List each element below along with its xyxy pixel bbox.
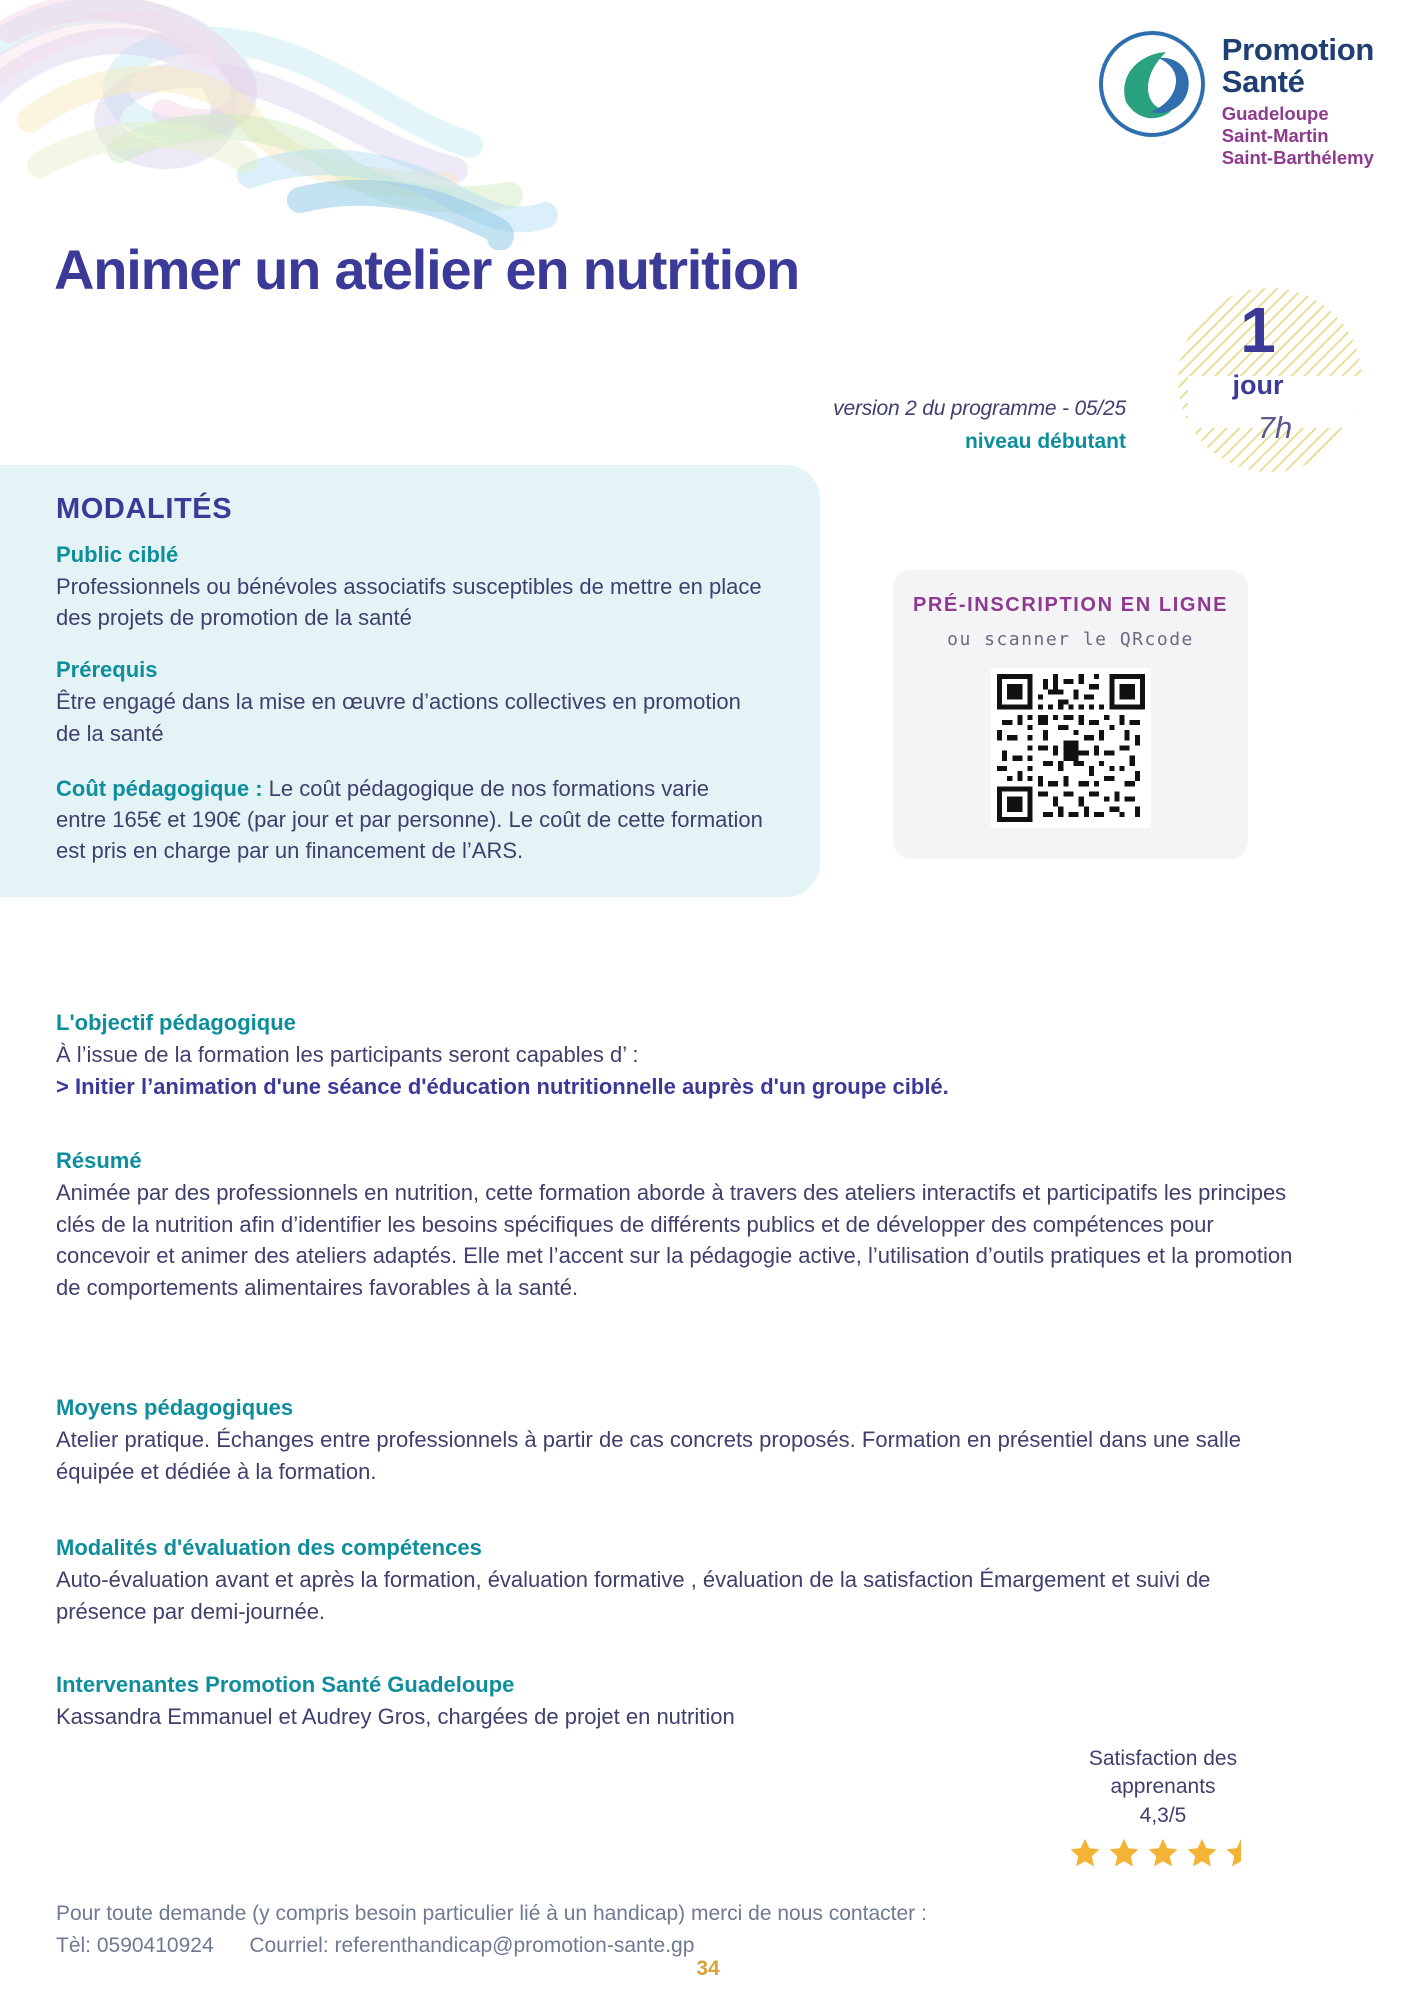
footer-email[interactable]: Courriel: referenthandicap@promotion-sante.gp <box>249 1933 695 1957</box>
evaluation-section <box>56 1535 1296 1627</box>
logo-title-line2: Santé <box>1221 63 1305 99</box>
decorative-ribbon-graphic <box>0 0 760 250</box>
logo-title-line1: Promotion <box>1221 32 1374 67</box>
duration-hours: 7h <box>1257 410 1293 445</box>
moyens-heading: Moyens pédagogiques <box>56 1395 294 1420</box>
public-cible-heading: Public ciblé <box>56 542 179 567</box>
duration-number: 1 <box>1240 294 1276 366</box>
logo-sub-line3: Saint-Barthélemy <box>1221 146 1374 168</box>
pre-inscription-title: PRÉ-INSCRIPTION EN LIGNE <box>912 594 1229 616</box>
resume-text: Animée par des professionnels en nutrition, cette formation aborde à travers des ateliers interactifs et participatifs les principes clés de la nutrition afin d’identifier les besoins spécifiques de différents publics et de développer des compétences pour concevoir et animer des ateliers adaptés. Elle met l’accent sur la pédagogie active, l’utilisation d’outils pratiques et la promotion de comportements alimentaires favorables à la santé. <box>56 1180 1293 1301</box>
footer-contact-line: Pour toute demande (y compris besoin particulier lié à un handicap) merci de nous contacter : <box>56 1902 927 1925</box>
duration-unit: jour <box>1232 370 1284 400</box>
cout-pedagogique-text: Le coût pédagogique de nos formations varie entre 165€ et 190€ (par jour et par personne). Le coût de cette formation est pris en charge par un financement de l’ARS. <box>56 775 763 864</box>
cout-pedagogique-block <box>56 773 764 867</box>
moyens-text: Atelier pratique. Échanges entre professionnels à partir de cas concrets proposés. Formation en présentiel dans une salle équipée et dédiée à la formation. <box>56 1427 1242 1484</box>
version-block <box>833 397 1126 454</box>
objectif-heading: L'objectif pédagogique <box>56 1010 296 1035</box>
intervenantes-section <box>56 1672 1296 1733</box>
star-icon <box>1068 1836 1102 1870</box>
spacer <box>56 633 764 657</box>
footer-phone[interactable]: Tèl: 0590410924 <box>56 1933 214 1957</box>
objectif-section <box>56 1010 1296 1102</box>
star-icon <box>1185 1836 1219 1870</box>
logo-sub-line2: Saint-Martin <box>1221 124 1329 146</box>
public-cible-text: Professionnels ou bénévoles associatifs susceptibles de mettre en place des projets de promotion de la santé <box>56 574 762 631</box>
resume-heading: Résumé <box>56 1148 142 1173</box>
modalites-panel <box>0 465 820 897</box>
page-number: 34 <box>696 1957 720 1980</box>
promotion-sante-logo-icon <box>1096 28 1208 140</box>
pre-inscription-card[interactable] <box>893 570 1248 859</box>
modalites-heading: MODALITÉS <box>56 493 233 525</box>
duration-badge <box>1170 280 1380 490</box>
star-icon <box>1107 1836 1141 1870</box>
satisfaction-score: 4,3/5 <box>1139 1803 1187 1827</box>
objectif-bullet: > Initier l’animation d'une séance d'éducation nutritionnelle auprès d'un groupe ciblé. <box>56 1073 949 1099</box>
satisfaction-block <box>1028 1745 1298 1870</box>
prerequis-heading: Prérequis <box>56 657 158 683</box>
star-icon <box>1146 1836 1180 1870</box>
satisfaction-label-line1: Satisfaction des <box>1088 1747 1238 1770</box>
evaluation-text: Auto-évaluation avant et après la formation, évaluation formative , évaluation de la satisfaction Émargement et suivi de présence par demi-journée. <box>56 1567 1211 1624</box>
star-half-icon <box>1224 1836 1258 1870</box>
resume-section <box>56 1148 1296 1304</box>
qr-code-icon[interactable] <box>991 668 1151 828</box>
cout-pedagogique-heading: Coût pédagogique : <box>56 775 263 801</box>
level-text: niveau débutant <box>964 430 1126 453</box>
pre-inscription-subtitle: ou scanner le QRcode <box>947 629 1194 650</box>
prerequis-text: Être engagé dans la mise en œuvre d’actions collectives en promotion de la santé <box>56 689 741 746</box>
intervenantes-text: Kassandra Emmanuel et Audrey Gros, chargées de projet en nutrition <box>56 1704 735 1729</box>
version-text: version 2 du programme - 05/25 <box>833 397 1126 420</box>
satisfaction-label-line2: apprenants <box>1110 1775 1216 1799</box>
footer <box>56 1898 1306 1961</box>
objectif-intro: À l’issue de la formation les participants seront capables d’ : <box>56 1042 639 1067</box>
logo <box>1096 28 1374 168</box>
page-title: Animer un atelier en nutrition <box>54 238 799 301</box>
spacer <box>56 749 764 773</box>
intervenantes-heading: Intervenantes Promotion Santé Guadeloupe <box>56 1672 515 1697</box>
satisfaction-stars <box>1028 1836 1298 1870</box>
evaluation-heading: Modalités d'évaluation des compétences <box>56 1535 482 1560</box>
logo-sub-line1: Guadeloupe <box>1221 102 1329 124</box>
moyens-section <box>56 1395 1296 1487</box>
